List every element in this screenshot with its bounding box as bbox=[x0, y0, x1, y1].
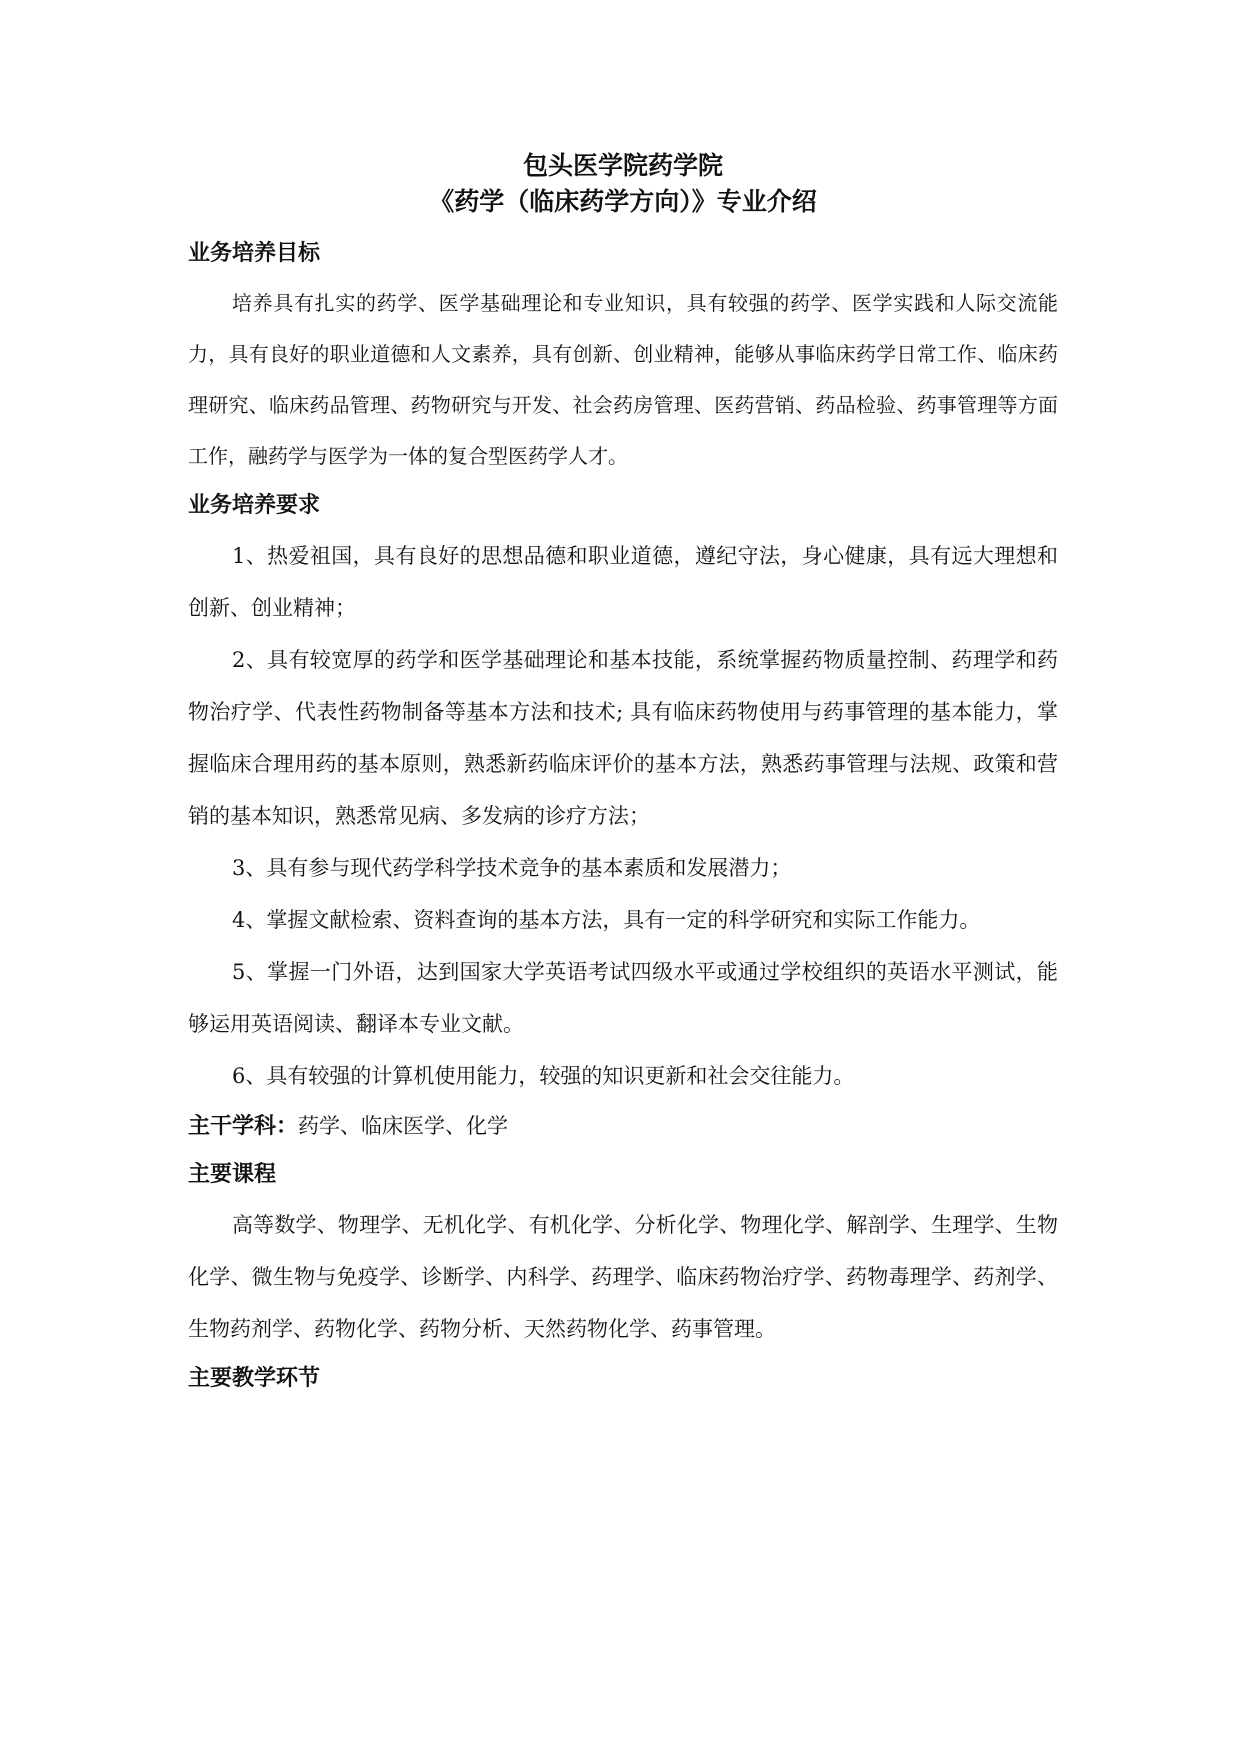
title-block bbox=[188, 148, 1058, 220]
main-disciplines-label: 主干学科： bbox=[188, 1114, 299, 1139]
document-title-line2: 《药学（临床药学方向）》专业介绍 bbox=[429, 187, 817, 216]
requirement-item-5: 5、掌握一门外语，达到国家大学英语考试四级水平或通过学校组织的英语水平测试，能够运用英语阅读、翻译本专业文献。 bbox=[188, 960, 1058, 1036]
main-disciplines-value: 药学、临床医学、化学 bbox=[298, 1114, 509, 1138]
teaching-heading: 主要教学环节 bbox=[188, 1366, 321, 1391]
courses-heading: 主要课程 bbox=[188, 1162, 277, 1187]
courses-paragraph: 高等数学、物理学、无机化学、有机化学、分析化学、物理化学、解剖学、生理学、生物化学、微生物与免疫学、诊断学、内科学、药理学、临床药物治疗学、药物毒理学、药剂学、生物药剂学、药物化学、药物分析、天然药物化学、药事管理。 bbox=[188, 1213, 1058, 1341]
requirements-heading: 业务培养要求 bbox=[188, 493, 321, 518]
requirement-item-6: 6、具有较强的计算机使用能力，较强的知识更新和社会交往能力。 bbox=[232, 1064, 855, 1088]
goal-heading: 业务培养目标 bbox=[188, 241, 321, 266]
requirement-item-1: 1、热爱祖国，具有良好的思想品德和职业道德，遵纪守法，身心健康，具有远大理想和创新、创业精神； bbox=[188, 544, 1058, 620]
requirement-item-3: 3、具有参与现代药学科学技术竞争的基本素质和发展潜力； bbox=[232, 856, 792, 880]
requirement-item-2: 2、具有较宽厚的药学和医学基础理论和基本技能，系统掌握药物质量控制、药理学和药物治疗学、代表性药物制备等基本方法和技术; 具有临床药物使用与药事管理的基本能力，掌握临床合理用药的基本原则，熟悉新药临床评价的基本方法，熟悉药事管理与法规、政策和营销的基本知识，熟悉常见病、多发病的诊疗方法； bbox=[188, 648, 1058, 828]
document-page bbox=[188, 148, 1058, 1403]
document-title-line1: 包头医学院药学院 bbox=[522, 151, 723, 180]
main-disciplines-line bbox=[188, 1102, 1058, 1151]
goal-paragraph: 培养具有扎实的药学、医学基础理论和专业知识，具有较强的药学、医学实践和人际交流能力，具有良好的职业道德和人文素养，具有创新、创业精神，能够从事临床药学日常工作、临床药理研究、临床药品管理、药物研究与开发、社会药房管理、医药营销、药品检验、药事管理等方面工作，融药学与医学为一体的复合型医药学人才。 bbox=[188, 291, 1058, 468]
requirement-item-4: 4、掌握文献检索、资料查询的基本方法，具有一定的科学研究和实际工作能力。 bbox=[232, 908, 981, 932]
